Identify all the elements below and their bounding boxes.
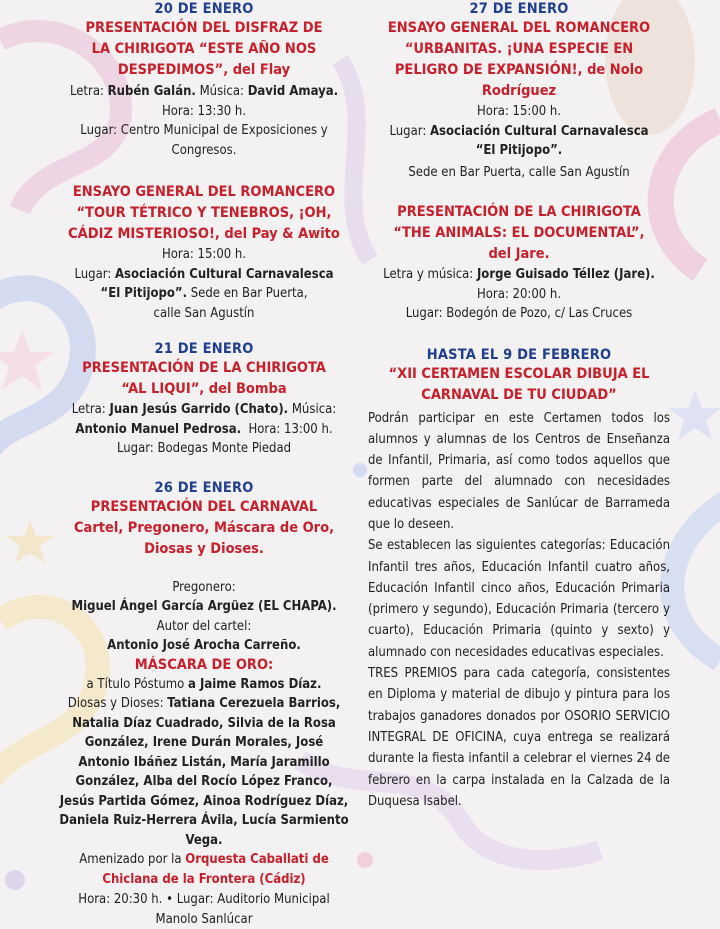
place-text: Sede en Bar Puerta, — [187, 286, 307, 301]
event-time: Hora: 13:00 h. — [241, 422, 333, 437]
mascara-recipient — [50, 675, 358, 695]
event-place: Manolo Sanlúcar — [50, 910, 358, 929]
event-certamen-escolar — [368, 346, 670, 813]
credit-name: Antonio Manuel Pedrosa. — [75, 422, 241, 437]
event-date: 26 DE ENERO — [50, 479, 358, 497]
event-the-animals — [368, 202, 670, 324]
title-line: DESPEDIMOS”, del Flay — [50, 60, 358, 81]
title-line: Rodríguez — [368, 81, 670, 102]
title-line: ENSAYO GENERAL DEL ROMANCERO — [50, 182, 358, 203]
title-line: CARNAVAL DE TU CIUDAD” — [368, 385, 670, 406]
pregonero-name — [50, 597, 358, 617]
event-title — [50, 182, 358, 245]
place-name: Asociación Cultural Carnavalesca — [115, 267, 334, 282]
event-date: HASTA EL 9 DE FEBRERO — [368, 346, 670, 364]
event-credits — [368, 265, 670, 285]
title-line: “XII CERTAMEN ESCOLAR DIBUJA EL — [368, 364, 670, 385]
diosas-line — [50, 714, 358, 734]
event-place: Congresos. — [50, 141, 358, 161]
credit-label: Letra: — [72, 402, 110, 417]
person-names: Antonio Ibáñez Listán, María Jaramillo — [78, 755, 329, 770]
event-time: Hora: 15:00 h. — [50, 245, 358, 265]
event-time: Hora: 15:00 h. — [368, 102, 670, 122]
person-name: Antonio José Arocha Carreño. — [107, 638, 301, 653]
title-line: Cartel, Pregonero, Máscara de Oro, — [50, 518, 358, 539]
autor-name — [50, 636, 358, 656]
mascara-heading: MÁSCARA DE ORO: — [50, 656, 358, 675]
event-title — [368, 202, 670, 265]
diosas-line — [50, 733, 358, 753]
event-credits — [50, 420, 358, 440]
confetti-dot-3 — [5, 870, 25, 890]
person-names: Vega. — [186, 833, 223, 848]
place-name: “El Pitijopo”. — [101, 286, 188, 301]
event-27-enero-urbanitas — [368, 0, 670, 182]
band-name: Orquesta Caballati de — [185, 852, 328, 867]
title-line: “TOUR TÉTRICO Y TENEBROS, ¡OH, — [50, 203, 358, 224]
credit-name: Jorge Guisado Téllez (Jare). — [477, 267, 655, 282]
title-line: Diosas y Dioses. — [50, 539, 358, 560]
star-shape-right — [668, 390, 720, 440]
credit-name: David Amaya. — [248, 84, 338, 99]
event-place — [50, 284, 358, 304]
title-line: PRESENTACIÓN DE LA CHIRIGOTA — [368, 202, 670, 223]
person-names: Daniela Ruiz-Herrera Ávila, Lucía Sarmiento — [59, 813, 348, 828]
title-line: CÁDIZ MISTERIOSO!, del Pay & Awito — [50, 224, 358, 245]
credit-label: Letra: — [70, 84, 108, 99]
event-credits — [50, 400, 358, 420]
event-date: 27 DE ENERO — [368, 0, 670, 18]
event-time: Hora: 13:30 h. — [50, 102, 358, 122]
diosas-line — [50, 753, 358, 773]
credit-label: Letra y música: — [383, 267, 477, 282]
event-title — [368, 364, 670, 406]
diosas-line — [50, 772, 358, 792]
text-label: Amenizado por la — [79, 852, 185, 867]
title-line: PRESENTACIÓN DE LA CHIRIGOTA — [50, 358, 358, 379]
person-names: González, Alba del Rocío López Franco, — [76, 774, 333, 789]
text-label: Diosas y Dioses: — [68, 696, 168, 711]
amenizado-line — [50, 850, 358, 870]
place-label: Lugar: — [389, 124, 430, 139]
person-names: Jesús Partida Gómez, Ainoa Rodríguez Díaz, — [60, 794, 348, 809]
event-date: 20 DE ENERO — [50, 0, 358, 18]
credit-label: Música: — [196, 84, 248, 99]
diosas-line — [50, 831, 358, 851]
title-line: “AL LIQUI”, del Bomba — [50, 379, 358, 400]
event-26-enero-presentacion-carnaval — [50, 479, 358, 929]
event-date: 21 DE ENERO — [50, 340, 358, 358]
event-title — [50, 18, 358, 81]
event-place — [368, 141, 670, 161]
title-line: del Jare. — [368, 244, 670, 265]
blue-swirl-right — [672, 500, 720, 660]
confetti-dot-2 — [357, 852, 373, 868]
title-line: “URBANITAS. ¡UNA ESPECIE EN — [368, 39, 670, 60]
diosas-line — [50, 811, 358, 831]
event-place: Lugar: Bodegas Monte Piedad — [50, 439, 358, 459]
event-title — [50, 497, 358, 560]
person-names: Tatiana Cerezuela Barrios, — [167, 696, 340, 711]
event-place: Sede en Bar Puerta, calle San Agustín — [368, 163, 670, 183]
event-place — [50, 265, 358, 285]
event-ensayo-romancero-pay-awito — [50, 182, 358, 323]
place-name: Asociación Cultural Carnavalesca — [430, 124, 649, 139]
event-place: calle San Agustín — [50, 304, 358, 324]
title-line: PRESENTACIÓN DEL CARNAVAL — [50, 497, 358, 518]
event-place: Lugar: Bodegón de Pozo, c/ Las Cruces — [368, 304, 670, 324]
certamen-body — [368, 408, 670, 813]
credit-label: Música: — [288, 402, 336, 417]
person-names: González, Irene Durán Morales, José — [85, 735, 323, 750]
star-shape-bottom-left — [6, 520, 54, 563]
left-column — [50, 0, 358, 929]
certamen-paragraph: Se establecen las siguientes categorías: Educación Infantil tres años, Educación Infantil cuatro años, Educación Infantil cinco años, Educación Primaria (primero y segundo), Educación Primaria (tercero y cuarto), Educación Primaria (quinto y sexto) y alumnado con necesidades educativas especiales. — [368, 535, 670, 663]
right-column — [368, 0, 670, 812]
certamen-paragraph: Podrán participar en este Certamen todos los alumnos y alumnas de los Centros de Enseñanza de Infantil, Primaria, así como todos aquellos que formen parte del alumnado con necesidades educativas especiales de Sanlúcar de Barrameda que lo deseen. — [368, 408, 670, 536]
band-name: Chiclana de la Frontera (Cádiz) — [102, 872, 305, 887]
diosas-line — [50, 792, 358, 812]
credit-name: Juan Jesús Garrido (Chato). — [109, 402, 288, 417]
amenizado-line — [50, 870, 358, 890]
event-place — [368, 122, 670, 142]
title-line: PRESENTACIÓN DEL DISFRAZ DE — [50, 18, 358, 39]
text-label: a Título Póstumo — [87, 677, 188, 692]
person-name: a Jaime Ramos Díaz. — [188, 677, 321, 692]
title-line: PELIGRO DE EXPANSIÓN!, de Nolo — [368, 60, 670, 81]
event-20-enero-disfraz — [50, 0, 358, 160]
credit-name: Rubén Galán. — [108, 84, 196, 99]
event-time: Hora: 20:00 h. — [368, 285, 670, 305]
star-shape-left — [0, 330, 54, 390]
event-title — [368, 18, 670, 102]
title-line: “THE ANIMALS: EL DOCUMENTAL”, — [368, 223, 670, 244]
place-label: Lugar: — [74, 267, 115, 282]
person-name: Miguel Ángel García Argüez (EL CHAPA). — [71, 599, 336, 614]
autor-label: Autor del cartel: — [50, 617, 358, 637]
title-line: LA CHIRIGOTA “ESTE AÑO NOS — [50, 39, 358, 60]
place-name: “El Pitijopo”. — [476, 143, 563, 158]
diosas-line — [50, 694, 358, 714]
event-21-enero-al-liqui — [50, 340, 358, 459]
person-names: Natalia Díaz Cuadrado, Silvia de la Rosa — [72, 716, 336, 731]
pregonero-label: Pregonero: — [50, 578, 358, 598]
title-line: ENSAYO GENERAL DEL ROMANCERO — [368, 18, 670, 39]
event-title — [50, 358, 358, 400]
event-time-place: Hora: 20:30 h. • Lugar: Auditorio Municipal — [50, 890, 358, 910]
diosas-list — [50, 694, 358, 850]
event-credits — [50, 82, 358, 102]
certamen-paragraph: TRES PREMIOS para cada categoría, consistentes en Diploma y material de dibujo y pintura para los trabajos ganadores donados por OSORIO SERVICIO INTEGRAL DE OFICINA, cuya entrega se realizará durante la fiesta infantil a celebrar el viernes 24 de febrero en la carpa instalada en la Calzada de la Duquesa Isabel. — [368, 663, 670, 812]
event-place: Lugar: Centro Municipal de Exposiciones y — [50, 121, 358, 141]
